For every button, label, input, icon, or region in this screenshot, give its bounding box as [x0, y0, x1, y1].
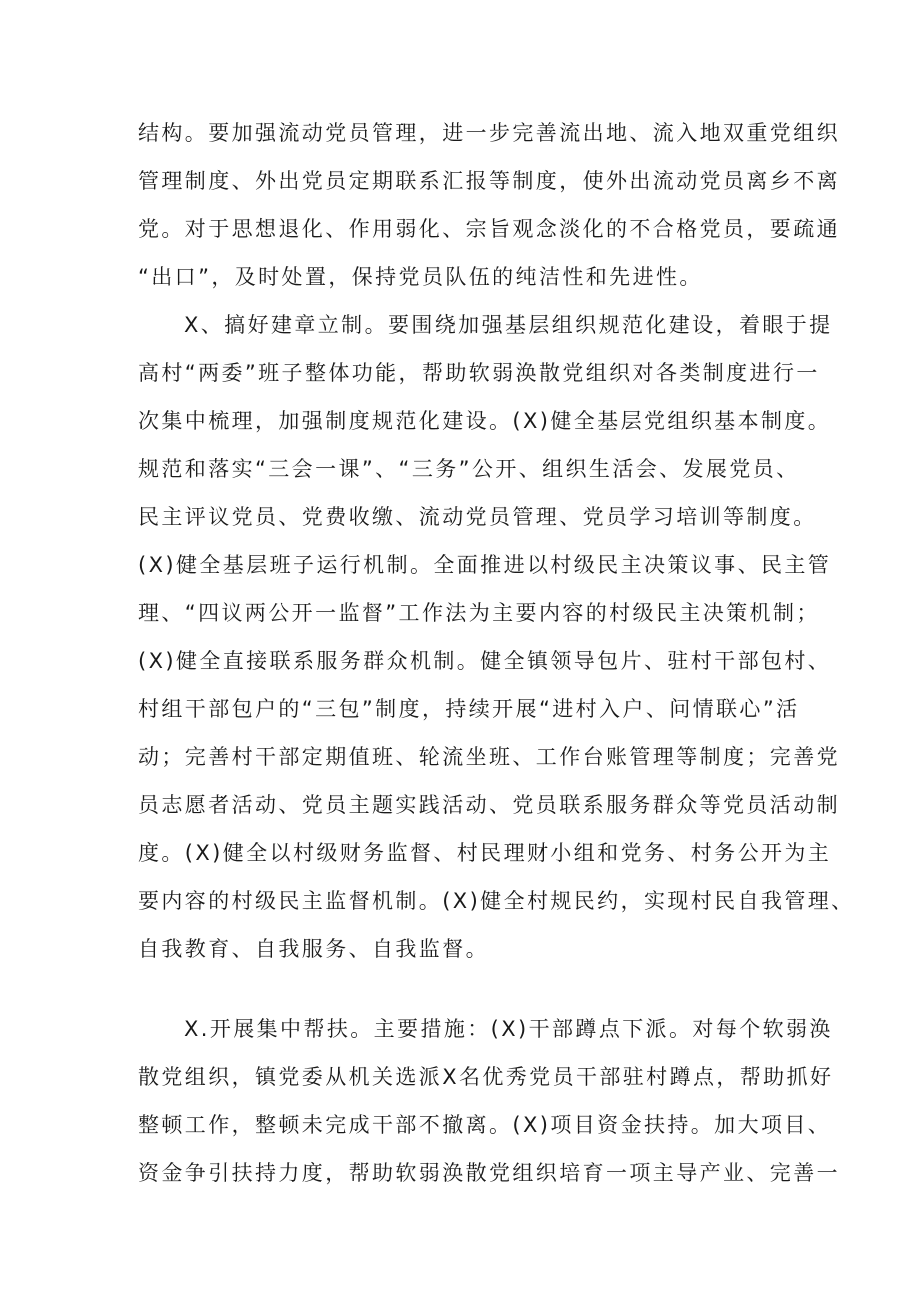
text-line: (X)健全基层班子运行机制。全面推进以村级民主决策议事、民主管 — [138, 553, 832, 577]
text-line: 动；完善村干部定期值班、轮流坐班、工作台账管理等制度；完善党 — [138, 745, 840, 769]
text-line: X.开展集中帮扶。主要措施：(X)干部蹲点下派。对每个软弱涣 — [184, 1017, 833, 1041]
text-line: 员志愿者活动、党员主题实践活动、党员联系服务群众等党员活动制 — [138, 793, 840, 817]
text-line: 理、“四议两公开一监督”工作法为主要内容的村级民主决策机制； — [138, 601, 820, 625]
text-line: 规范和落实“三会一课”、“三务”公开、组织生活会、发展党员、 — [138, 457, 800, 481]
text-line: “出口”，及时处置，保持党员队伍的纯洁性和先进性。 — [138, 265, 703, 289]
text-line: 度。(X)健全以村级财务监督、村民理财小组和党务、村务公开为主 — [138, 841, 832, 865]
text-line: 自我教育、自我服务、自我监督。 — [138, 937, 489, 961]
text-line: 资金争引扶持力度，帮助软弱涣散党组织培育一项主导产业、完善一 — [138, 1161, 840, 1185]
text-line: 党。对于思想退化、作用弱化、宗旨观念淡化的不合格党员，要疏通 — [138, 217, 840, 241]
text-line: 散党组织，镇党委从机关选派X名优秀党员干部驻村蹲点，帮助抓好 — [138, 1065, 834, 1089]
text-line: 要内容的村级民主监督机制。(X)健全村规民约，实现村民自我管理、 — [138, 889, 855, 913]
text-line: 管理制度、外出党员定期联系汇报等制度，使外出流动党员离乡不离 — [138, 169, 840, 193]
text-line: (X)健全直接联系服务群众机制。健全镇领导包片、驻村干部包村、 — [138, 649, 832, 673]
text-line: 高村“两委”班子整体功能，帮助软弱涣散党组织对各类制度进行一 — [138, 361, 820, 385]
text-line: 民主评议党员、党费收缴、流动党员管理、党员学习培训等制度。 — [138, 505, 817, 529]
text-line: 次集中梳理，加强制度规范化建设。(X)健全基层党组织基本制度。 — [138, 409, 832, 433]
text-line: X、搞好建章立制。要围绕加强基层组织规范化建设，着眼于提 — [184, 313, 833, 337]
text-line: 结构。要加强流动党员管理，进一步完善流出地、流入地双重党组织 — [138, 121, 840, 145]
text-line: 整顿工作，整顿未完成干部不撤离。(X)项目资金扶持。加大项目、 — [138, 1113, 832, 1137]
text-line: 村组干部包户的“三包”制度，持续开展“进村入户、问情联心”活 — [138, 697, 800, 721]
